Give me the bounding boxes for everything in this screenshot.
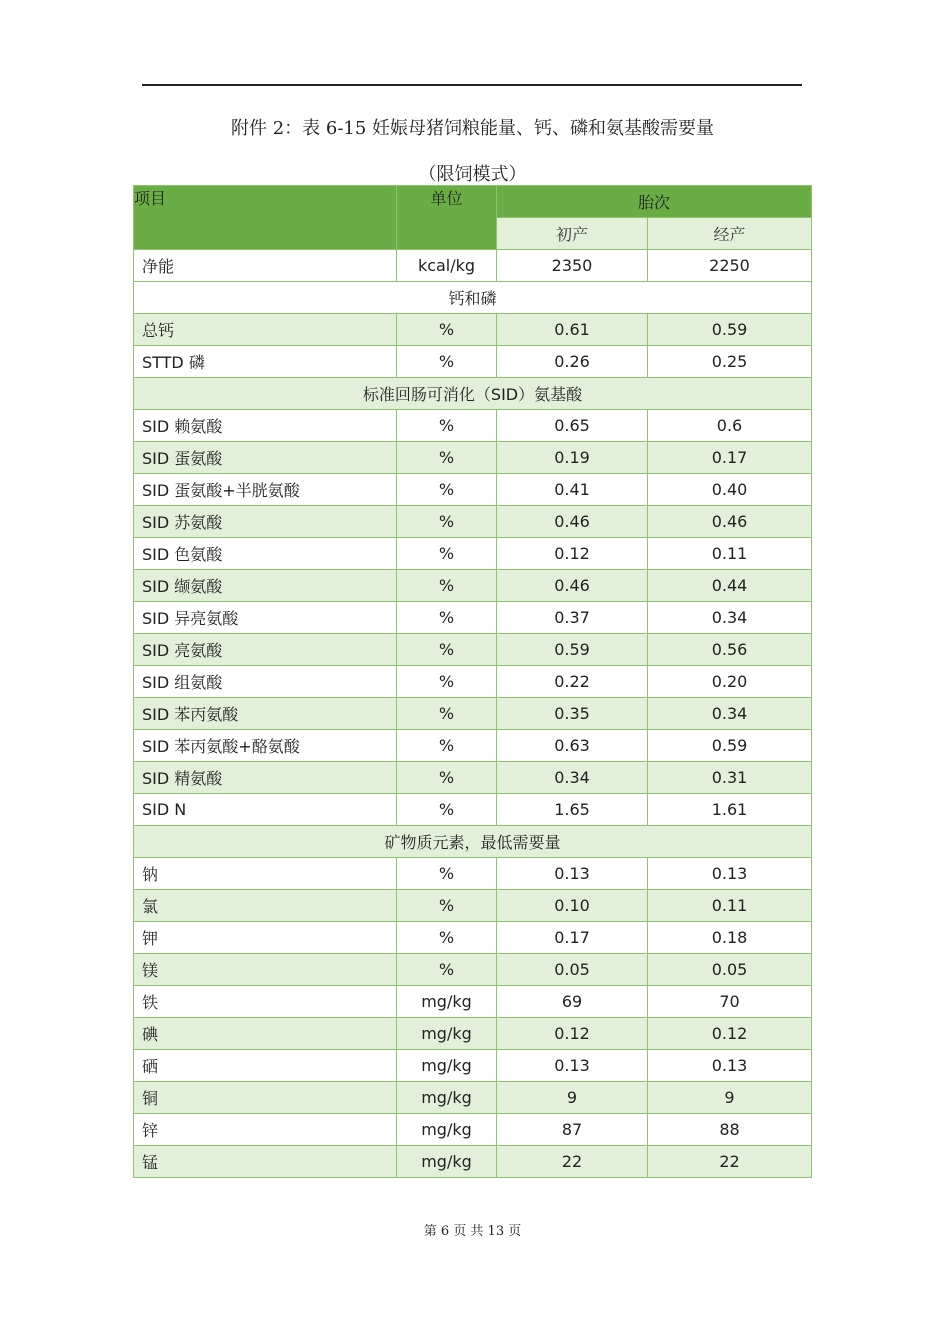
table-row: [134, 1114, 812, 1146]
row-name: 氯: [134, 890, 397, 922]
row-unit: %: [397, 730, 497, 762]
row-name: 锰: [134, 1146, 397, 1178]
section-title: 矿物质元素，最低需要量: [134, 826, 812, 858]
row-unit: %: [397, 474, 497, 506]
table-row: [134, 442, 812, 474]
table-row: [134, 954, 812, 986]
row-name: SID 苏氨酸: [134, 506, 397, 538]
row-multi-parity: 0.40: [648, 474, 812, 506]
row-first-parity: 0.61: [497, 314, 648, 346]
row-multi-parity: 0.13: [648, 1050, 812, 1082]
row-name: 碘: [134, 1018, 397, 1050]
row-multi-parity: 0.12: [648, 1018, 812, 1050]
row-unit: mg/kg: [397, 1018, 497, 1050]
row-multi-parity: 1.61: [648, 794, 812, 826]
row-first-parity: 22: [497, 1146, 648, 1178]
table-subtitle: （限饲模式）: [418, 164, 527, 185]
row-name: 锌: [134, 1114, 397, 1146]
row-unit: %: [397, 538, 497, 570]
table-row: [134, 250, 812, 282]
row-name: SID 苯丙氨酸: [134, 698, 397, 730]
row-unit: kcal/kg: [397, 250, 497, 282]
row-unit: %: [397, 314, 497, 346]
row-multi-parity: 0.17: [648, 442, 812, 474]
header-row: [134, 186, 812, 218]
section-title: 钙和磷: [134, 282, 812, 314]
row-unit: %: [397, 506, 497, 538]
header-parity: 胎次: [497, 186, 812, 218]
table-body: [134, 186, 812, 1178]
row-unit: mg/kg: [397, 1114, 497, 1146]
row-unit: %: [397, 954, 497, 986]
row-first-parity: 0.05: [497, 954, 648, 986]
table-row: [134, 1146, 812, 1178]
table-row: [134, 1050, 812, 1082]
row-first-parity: 0.63: [497, 730, 648, 762]
row-first-parity: 0.19: [497, 442, 648, 474]
table-row: [134, 634, 812, 666]
table-row: [134, 890, 812, 922]
table-row: [134, 474, 812, 506]
row-name: 硒: [134, 1050, 397, 1082]
row-multi-parity: 22: [648, 1146, 812, 1178]
row-first-parity: 0.22: [497, 666, 648, 698]
row-name: 铜: [134, 1082, 397, 1114]
table-row: [134, 794, 812, 826]
row-unit: %: [397, 794, 497, 826]
row-name: SID 亮氨酸: [134, 634, 397, 666]
table-row: [134, 410, 812, 442]
table-title: 附件 2：表 6-15 妊娠母猪饲粮能量、钙、磷和氨基酸需要量: [230, 118, 715, 139]
row-multi-parity: 0.11: [648, 538, 812, 570]
header-first-parity: 初产: [497, 218, 648, 250]
row-first-parity: 0.65: [497, 410, 648, 442]
table-row: [134, 858, 812, 890]
section-row: [134, 282, 812, 314]
row-multi-parity: 2250: [648, 250, 812, 282]
table-row: [134, 602, 812, 634]
row-unit: mg/kg: [397, 986, 497, 1018]
row-multi-parity: 0.13: [648, 858, 812, 890]
row-first-parity: 0.26: [497, 346, 648, 378]
row-first-parity: 1.65: [497, 794, 648, 826]
row-name: SID 蛋氨酸+半胱氨酸: [134, 474, 397, 506]
row-first-parity: 0.46: [497, 570, 648, 602]
row-multi-parity: 9: [648, 1082, 812, 1114]
table-row: [134, 570, 812, 602]
row-name: SID N: [134, 794, 397, 826]
header-item: 项目: [134, 186, 397, 250]
row-multi-parity: 88: [648, 1114, 812, 1146]
header-rule: [142, 84, 802, 86]
row-name: SID 组氨酸: [134, 666, 397, 698]
row-multi-parity: 0.59: [648, 314, 812, 346]
table-row: [134, 762, 812, 794]
row-name: SID 色氨酸: [134, 538, 397, 570]
row-name: SID 缬氨酸: [134, 570, 397, 602]
row-name: 钾: [134, 922, 397, 954]
row-name: 铁: [134, 986, 397, 1018]
row-first-parity: 0.37: [497, 602, 648, 634]
row-first-parity: 0.41: [497, 474, 648, 506]
row-unit: mg/kg: [397, 1146, 497, 1178]
table-row: [134, 506, 812, 538]
row-first-parity: 0.35: [497, 698, 648, 730]
row-first-parity: 0.12: [497, 1018, 648, 1050]
row-unit: %: [397, 442, 497, 474]
row-multi-parity: 0.44: [648, 570, 812, 602]
row-first-parity: 0.46: [497, 506, 648, 538]
row-name: SID 赖氨酸: [134, 410, 397, 442]
row-multi-parity: 0.6: [648, 410, 812, 442]
row-unit: mg/kg: [397, 1050, 497, 1082]
row-unit: %: [397, 762, 497, 794]
header-multi-parity: 经产: [648, 218, 812, 250]
header-unit: 单位: [397, 186, 497, 250]
table-row: [134, 922, 812, 954]
row-multi-parity: 0.20: [648, 666, 812, 698]
row-multi-parity: 0.34: [648, 698, 812, 730]
row-first-parity: 0.10: [497, 890, 648, 922]
row-unit: mg/kg: [397, 1082, 497, 1114]
row-multi-parity: 0.31: [648, 762, 812, 794]
row-name: 总钙: [134, 314, 397, 346]
row-unit: %: [397, 858, 497, 890]
row-first-parity: 69: [497, 986, 648, 1018]
row-multi-parity: 0.56: [648, 634, 812, 666]
row-unit: %: [397, 890, 497, 922]
row-unit: %: [397, 922, 497, 954]
row-name: SID 精氨酸: [134, 762, 397, 794]
section-title: 标准回肠可消化（SID）氨基酸: [134, 378, 812, 410]
table-row: [134, 314, 812, 346]
row-unit: %: [397, 602, 497, 634]
row-first-parity: 0.12: [497, 538, 648, 570]
page-footer: 第 6 页 共 13 页: [423, 1224, 522, 1239]
table-row: [134, 666, 812, 698]
row-unit: %: [397, 570, 497, 602]
row-multi-parity: 0.25: [648, 346, 812, 378]
row-name: SID 蛋氨酸: [134, 442, 397, 474]
row-first-parity: 0.17: [497, 922, 648, 954]
row-name: STTD 磷: [134, 346, 397, 378]
row-first-parity: 2350: [497, 250, 648, 282]
table-row: [134, 1018, 812, 1050]
row-unit: %: [397, 634, 497, 666]
table-row: [134, 346, 812, 378]
requirements-table: [133, 185, 812, 1178]
row-unit: %: [397, 698, 497, 730]
row-multi-parity: 70: [648, 986, 812, 1018]
table-row: [134, 698, 812, 730]
section-row: [134, 826, 812, 858]
table-row: [134, 730, 812, 762]
row-multi-parity: 0.05: [648, 954, 812, 986]
row-multi-parity: 0.46: [648, 506, 812, 538]
row-name: 钠: [134, 858, 397, 890]
row-unit: %: [397, 346, 497, 378]
row-first-parity: 0.13: [497, 1050, 648, 1082]
row-unit: %: [397, 410, 497, 442]
row-first-parity: 0.59: [497, 634, 648, 666]
row-name: 净能: [134, 250, 397, 282]
row-multi-parity: 0.11: [648, 890, 812, 922]
row-multi-parity: 0.18: [648, 922, 812, 954]
row-name: SID 苯丙氨酸+酪氨酸: [134, 730, 397, 762]
row-first-parity: 0.13: [497, 858, 648, 890]
row-name: 镁: [134, 954, 397, 986]
row-name: SID 异亮氨酸: [134, 602, 397, 634]
table-row: [134, 1082, 812, 1114]
row-multi-parity: 0.59: [648, 730, 812, 762]
row-first-parity: 9: [497, 1082, 648, 1114]
section-row: [134, 378, 812, 410]
row-first-parity: 87: [497, 1114, 648, 1146]
table-row: [134, 986, 812, 1018]
row-unit: %: [397, 666, 497, 698]
row-first-parity: 0.34: [497, 762, 648, 794]
table-row: [134, 538, 812, 570]
row-multi-parity: 0.34: [648, 602, 812, 634]
